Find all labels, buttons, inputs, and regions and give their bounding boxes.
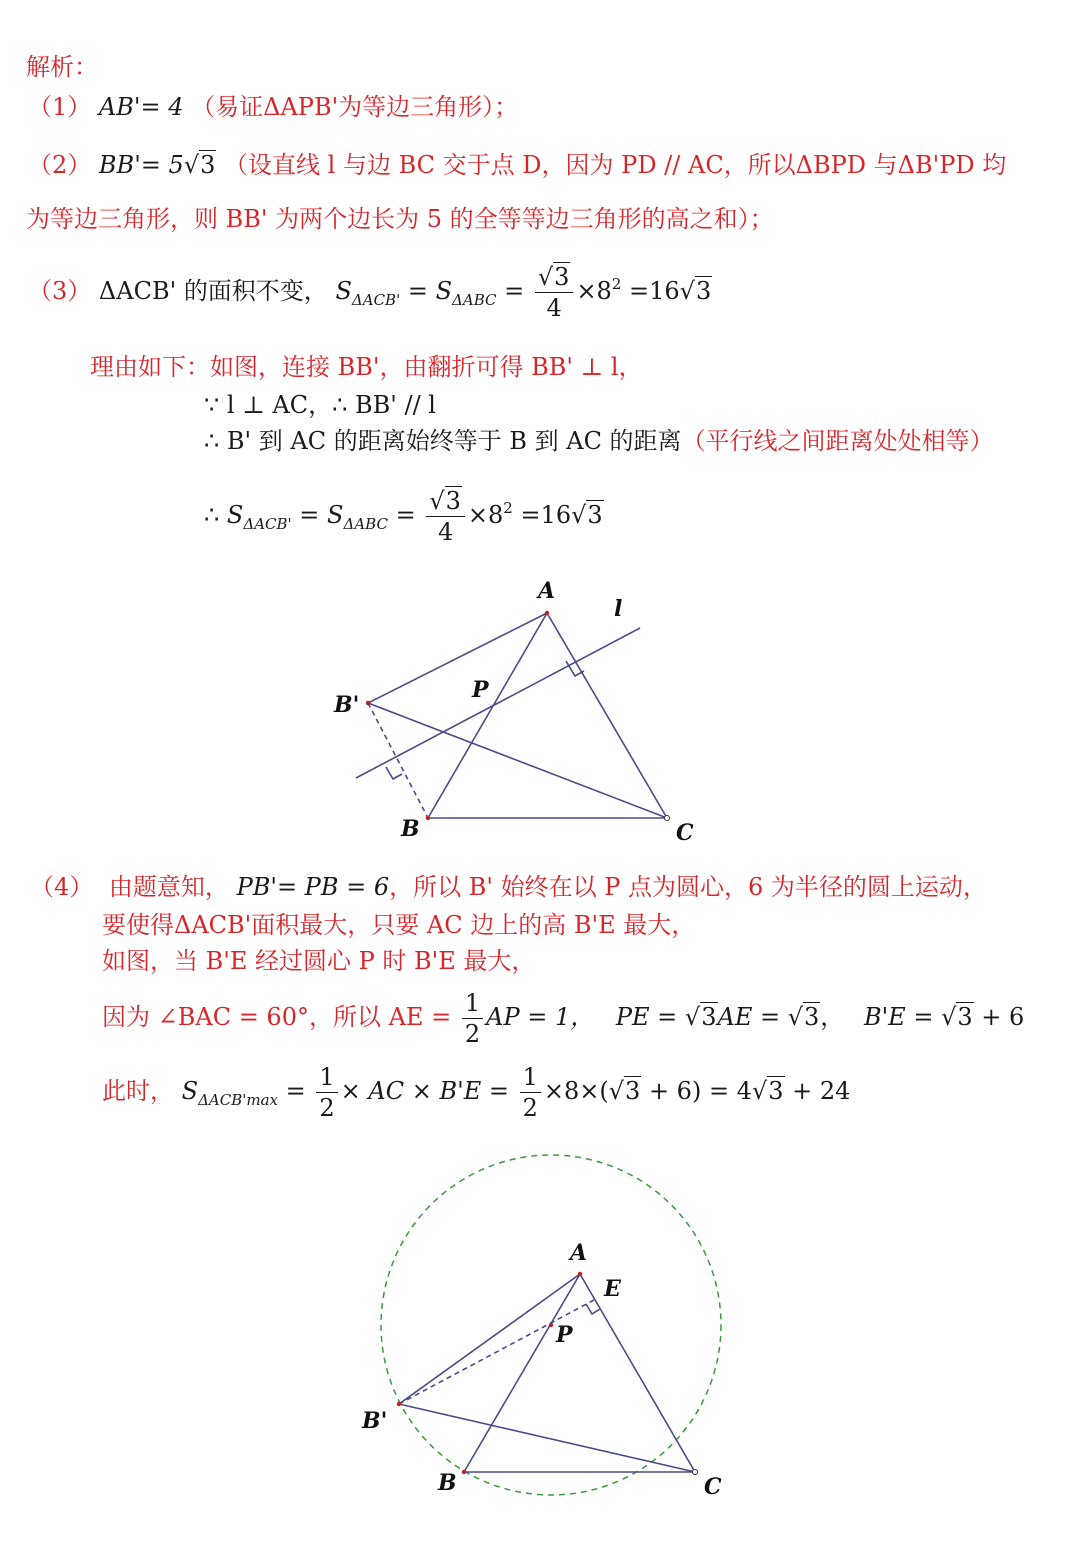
heading: 解析： [26, 53, 98, 81]
sqrt-icon: √3 [608, 1077, 641, 1105]
sqrt-icon: √3 [429, 487, 461, 515]
label-e: E [604, 1276, 621, 1302]
reason-lead: 理由如下：如图，连接 BB'，由翻折可得 BB' ⊥ l， [90, 353, 643, 381]
segment-bpe [399, 1300, 594, 1404]
area-symbol: S [181, 1077, 199, 1105]
part4-line3: 如图，当 B'E 经过圆心 P 时 B'E 最大， [102, 947, 536, 975]
fraction: $\frac{1}{2}$ [316, 1062, 337, 1123]
segment-bpc [399, 1404, 695, 1472]
therefore-a: ∴ B' 到 AC 的距离始终等于 B 到 AC 的距离 [204, 427, 682, 455]
part4-l4a: 因为 ∠BAC = 60°，所以 AE = [102, 1003, 459, 1031]
therefore-b: （平行线之间距离处处相等） [681, 427, 994, 455]
label-c: C [676, 820, 694, 846]
times: ×8 [576, 277, 612, 305]
point-a [578, 1272, 582, 1276]
equals: = [400, 277, 436, 305]
part2-number: （2） [28, 151, 92, 179]
fraction: $\frac{√3}{4}$ [426, 486, 465, 547]
part3-number: （3） [28, 277, 92, 305]
because-line: ∵ l ⊥ AC，∴ BB' // l [204, 391, 436, 419]
label-bp: B' [334, 692, 360, 718]
area-symbol-2: S [327, 501, 344, 529]
area-symbol-2: S [435, 277, 453, 305]
part1-number: （1） [28, 93, 92, 121]
label-c: C [704, 1474, 722, 1500]
part1-note: （易证ΔAPB'为等边三角形）； [191, 93, 519, 121]
equals: = [278, 1077, 314, 1105]
part4-l4e: ， [820, 1003, 845, 1031]
part4-l4c: PE = [615, 1003, 685, 1031]
area-subscript: ΔACB'max [198, 1091, 279, 1109]
label-b: B [401, 816, 420, 842]
part4-l5f: + 24 [784, 1077, 851, 1105]
part4-l5e: + 6) = 4 [641, 1077, 752, 1105]
sqrt-icon: √3 [183, 151, 216, 179]
part2-expression: BB'= 5 [98, 151, 184, 179]
sqrt-icon: √3 [679, 277, 712, 305]
part4-line2: 要使得ΔACB'面积最大，只要 AC 边上的高 B'E 最大， [102, 911, 696, 939]
fraction: $\frac{1}{2}$ [462, 988, 483, 1049]
label-p: P [556, 1322, 573, 1348]
part4-l5a: 此时， [102, 1077, 174, 1105]
label-bp: B' [362, 1408, 388, 1434]
part1-expression: AB'= 4 [98, 93, 184, 121]
part4-l4f: B'E = [863, 1003, 942, 1031]
label-a: A [538, 578, 556, 604]
label-l: l [614, 596, 623, 622]
part3-statement: ΔACB' 的面积不变， [98, 277, 328, 305]
area-subscript: ΔACB' [351, 291, 401, 309]
point-b [462, 1470, 466, 1474]
part4-l5c: × AC × B'E = [340, 1077, 517, 1105]
fraction: $\frac{1}{2}$ [520, 1062, 541, 1123]
part4-l4g: + 6 [973, 1003, 1025, 1031]
part2-note-b: 为等边三角形，则 BB' 为两个边长为 5 的全等等边三角形的高之和）； [26, 205, 774, 233]
part4-l4d: AE = [717, 1003, 788, 1031]
part2-note-a: （设直线 l 与边 BC 交于点 D，因为 PD // AC，所以ΔBPD 与ΔB'PD 均 [224, 151, 1007, 179]
point-c [693, 1470, 698, 1475]
point-p [549, 1323, 553, 1327]
square: 2 [611, 275, 622, 293]
part4-l1c: ，所以 B' 始终在以 P 点为圆心，6 为半径的圆上运动， [389, 873, 987, 901]
label-b: B [438, 1470, 457, 1496]
label-a: A [570, 1240, 588, 1266]
therefore-symbol: ∴ [204, 501, 227, 529]
result: =16 [512, 501, 572, 529]
sqrt-icon: √3 [684, 1003, 717, 1031]
times: ×8 [467, 501, 504, 529]
part4-number: （4） [30, 873, 94, 901]
part4-l5d: ×8×( [543, 1077, 609, 1105]
label-p: P [472, 677, 489, 703]
equals: = [291, 501, 328, 529]
sqrt-icon: √3 [751, 1077, 784, 1105]
equals-2: = [496, 277, 532, 305]
square: 2 [503, 499, 513, 517]
segment-ac [580, 1274, 695, 1472]
area-symbol: S [335, 277, 352, 305]
sqrt-icon: √3 [941, 1003, 973, 1031]
result: =16 [621, 277, 680, 305]
part4-l1b: PB'= PB = 6 [236, 873, 390, 901]
equals-2: = [387, 501, 424, 529]
area-symbol: S [226, 501, 244, 529]
area-subscript-2: ΔABC [452, 291, 497, 309]
part4-l4b: AP = 1， [486, 1003, 595, 1031]
point-bp [397, 1402, 401, 1406]
segment-bpa [399, 1274, 580, 1404]
sqrt-icon: √3 [537, 263, 570, 291]
area-subscript-2: ΔABC [343, 515, 388, 533]
sqrt-icon: √3 [787, 1003, 820, 1031]
area-subscript: ΔACB' [243, 515, 292, 533]
sqrt-icon: √3 [571, 501, 603, 529]
part4-l1a: 由题意知， [108, 873, 229, 901]
fraction: $\frac{√3}{4}$ [535, 262, 574, 323]
